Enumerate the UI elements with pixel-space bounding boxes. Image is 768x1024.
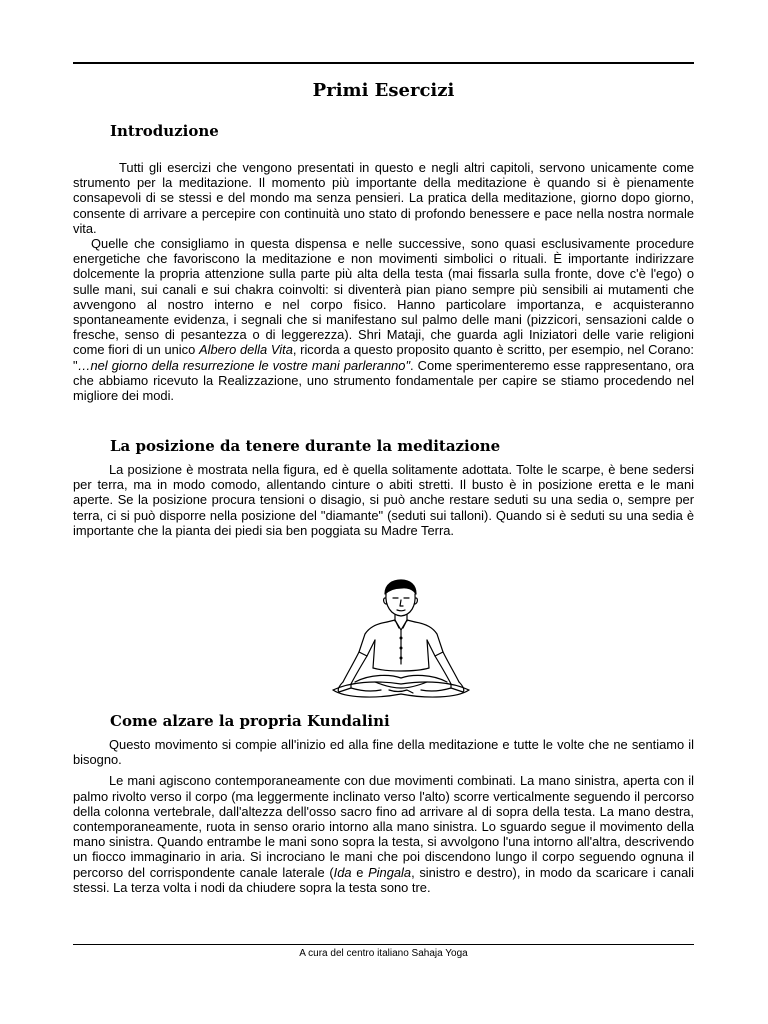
kundalini-p2-text-a: Le mani agiscono contemporaneamente con due movimenti combinati. La mano sinistra, aperta con il palmo rivolto verso il corpo (ma leggermente inclinato verso l'alto) scorre verticalmente seguendo il percorso della colonna vertebrale, dall'altezza dell'osso sacro fino ad arrivare al di sopra della testa. La mano destra, contemporaneamente, ruota in senso orario intorno alla mano sinistra. Lo sguardo segue il movimento della mano sinistra. Quando entrambe le mani sono sopra la testa, si avvolgono l'una intorno all'altra, descrivendo un fiocco immaginario in aria. Si incrociano le mani che poi discendono lungo il corpo seguendo ognuna il percorso del corrispondente canale laterale ( — [73, 773, 694, 880]
position-text — [73, 462, 694, 538]
intro-p2-text-c: . Come sperimenteremo esse rappresentano, ora che abbiamo ricevuto la Realizzazione, uno strumento fondamentale per capire se stiamo procedendo nel migliore dei modi. — [73, 357, 694, 404]
bottom-rule — [73, 944, 694, 945]
heading-posizione: La posizione da tenere durante la meditazione — [110, 437, 501, 455]
kundalini-paragraph-2 — [73, 773, 694, 895]
intro-p2-emphasis-quote: …nel giorno della resurrezione le vostre mani parleranno" — [77, 357, 411, 373]
heading-introduzione: Introduzione — [110, 122, 219, 140]
position-paragraph-1: La posizione è mostrata nella figura, ed è quella solitamente adottata. Tolte le scarpe, è bene sedersi per terra, ma in modo comodo, allentando cinture o abiti stretti. Il busto è in posizione eretta e le mani aperte. Se la posizione procura tensioni o disagio, si può anche restare seduti su una sedia o, sempre per terra, ci si può disporre nella posizione del "diamante" (seduti sui talloni). Quando si è seduti su una sedia è importante che la pianta dei piedi sia ben poggiata su Madre Terra. — [73, 462, 694, 538]
meditating-person-illustration — [315, 578, 485, 700]
kundalini-p2-emphasis-pingala: Pingala — [368, 864, 412, 880]
intro-text — [73, 160, 694, 403]
heading-kundalini: Come alzare la propria Kundalini — [110, 712, 390, 730]
intro-paragraph-1: Tutti gli esercizi che vengono presentati in questo e negli altri capitoli, servono unicamente come strumento per la meditazione. Il momento più importante della meditazione è quando si è pienamente consapevoli di se stessi e del mondo ma senza pensieri. La pratica della meditazione, giorno dopo giorno, consente di arrivare a percepire con continuità uno stato di profondo benessere e pace nella nostra normale vita. — [73, 160, 694, 236]
intro-paragraph-2 — [73, 236, 694, 403]
page-title: Primi Esercizi — [312, 80, 455, 101]
intro-p2-text-b: , ricorda a questo proposito quanto è scritto, per esempio, nel Corano: " — [73, 342, 695, 373]
intro-p2-emphasis-albero: Albero della Vita — [198, 342, 293, 358]
intro-p2-text-a: Quelle che consigliamo in questa dispensa e nelle successive, sono quasi esclusivamente procedure energetiche che favoriscono la meditazione e non movimenti simbolici o rituali. È importante indirizzare dolcemente la propria attenzione sulla parte più alta della testa (mai fissarla sulla fronte, dove c'è l'ego) o sulle mani, sui canali e sui chakra coinvolti: si diventerà pian piano sempre più sensibili ai mutamenti che avvengono al nostro interno e nel corpo fisico. Hanno particolare importanza, e acquisteranno spontaneamente evidenza, i segnali che si manifestano sul palmo delle mani (pizzicori, sensazioni calde o fresche, senso di pesantezza o di leggerezza). Shri Mataji, che guarda agli Iniziatori delle varie religioni come fiori di un unico — [73, 236, 694, 358]
page-footer: A cura del centro italiano Sahaja Yoga — [299, 948, 468, 959]
top-rule — [73, 62, 694, 64]
kundalini-p2-emphasis-ida: Ida — [333, 864, 352, 880]
kundalini-p2-text-b: e — [351, 864, 369, 880]
kundalini-paragraph-1: Questo movimento si compie all'inizio ed alla fine della meditazione e tutte le volte che ne sentiamo il bisogno. — [73, 737, 694, 768]
kundalini-text — [73, 737, 694, 895]
kundalini-p2-text-c: , sinistro e destro), in modo da scaricare i canali stessi. La terza volta i nodi da chiudere sopra la testa sono tre. — [73, 864, 694, 895]
